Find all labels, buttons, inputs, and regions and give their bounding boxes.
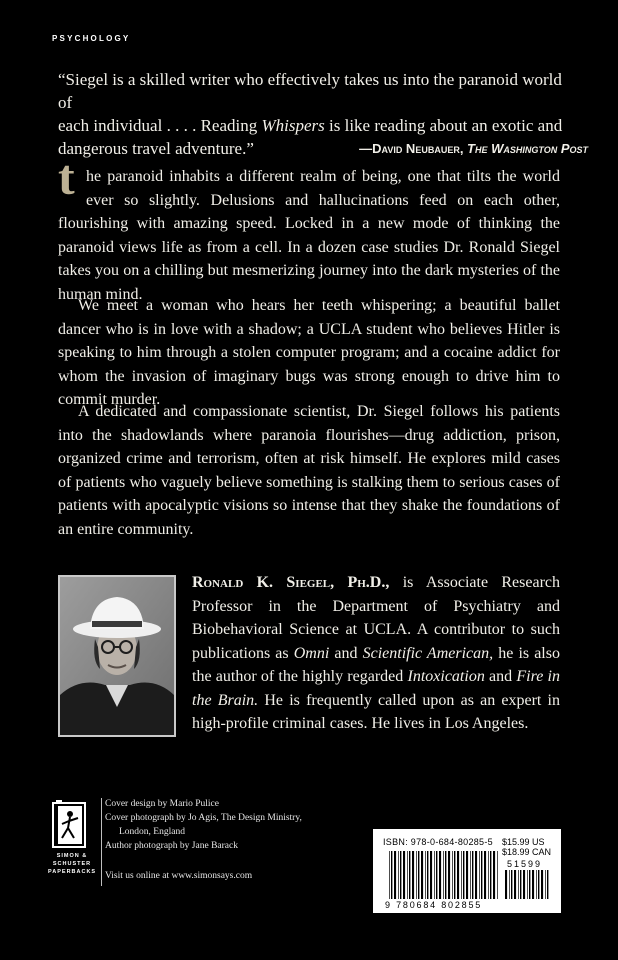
bio-text: is Associate Research Professor in the Department of Psychiatry and Biobehavioral Science at UCLA. A contributor to such publications as <box>192 574 561 662</box>
barcode-bar <box>425 851 426 899</box>
quote-line <box>58 114 578 137</box>
quote-publication: The Washington Post <box>467 141 588 156</box>
barcode-bar <box>538 870 539 899</box>
barcode-bar <box>403 851 405 899</box>
barcode-bar <box>400 851 401 899</box>
review-quote <box>58 68 588 160</box>
barcode-bar <box>493 851 495 899</box>
ean-number: 9 780684 802855 <box>385 900 483 910</box>
quote-book-title: Whispers <box>261 116 325 135</box>
paragraph-text: A dedicated and compassionate scientist, Dr. Siegel follows his patients into the shadowlands where paranoia flourishes—drug addiction, prison, organized crime and terrorism, often at risk himself. He explores mild cases of patients who vaguely believe something is stalking them to serious cases of patients with apocalyptic visions so intense that they shake the foundations of an entire community. <box>58 403 560 538</box>
credits-divider <box>101 798 102 886</box>
publisher-logo-icon <box>48 796 96 886</box>
isbn-number: ISBN: 978-0-684-80285-5 <box>383 837 493 847</box>
description-paragraph-2 <box>58 294 560 412</box>
barcode-bar <box>389 851 390 899</box>
bio-text: he is also the author of the highly regarded <box>192 644 560 685</box>
bio-text: and <box>484 668 517 685</box>
barcode-bar <box>466 851 468 899</box>
publisher-name: SIMON & SCHUSTER PAPERBACKS <box>48 853 97 875</box>
barcode-bar <box>484 851 486 899</box>
barcode-bar <box>481 851 482 899</box>
barcode-bar <box>445 851 446 899</box>
barcode-panel <box>373 829 561 913</box>
barcode-bar <box>511 870 512 899</box>
barcode-bar <box>443 851 444 899</box>
barcode-bar <box>488 851 489 899</box>
barcode-bar <box>461 851 462 899</box>
barcode-bar <box>529 870 530 899</box>
barcode-bar <box>536 870 537 899</box>
barcode-bar <box>475 851 477 899</box>
barcode-bar <box>479 851 480 899</box>
barcode-bar <box>394 851 396 899</box>
barcode-bar <box>523 870 525 899</box>
barcode-bar <box>430 851 432 899</box>
barcode-bar <box>409 851 410 899</box>
barcode-bar <box>518 870 519 899</box>
website-link[interactable]: Visit us online at www.simonsays.com <box>105 871 253 881</box>
barcode-bar <box>541 870 543 899</box>
barcode-bar <box>514 870 516 899</box>
barcode-bar <box>416 851 417 899</box>
book-title: Intoxication <box>407 668 485 685</box>
quote-attribution <box>359 137 588 160</box>
price-us: $15.99 US <box>502 837 545 847</box>
barcode-bar <box>421 851 423 899</box>
paragraph-text: We meet a woman who hears her teeth whispering; a beautiful ballet dancer who is in love with a shadow; a UCLA student who believes Hitler is speaking to him through a stolen computer program; and a cocaine addict for whom the invasion of imaginary bugs was strong enough to drive him to commit murder. <box>58 297 560 408</box>
barcode-bar <box>470 851 471 899</box>
quote-text: is like reading about an exotic and <box>324 116 563 135</box>
description-paragraph-3 <box>58 400 560 541</box>
barcode-bar <box>547 870 548 899</box>
barcode-bar <box>463 851 464 899</box>
barcode-bar <box>448 851 450 899</box>
barcode-bar <box>439 851 441 899</box>
author-photo-image <box>60 577 174 735</box>
publication-title: Omni <box>293 644 330 662</box>
paragraph-text: he paranoid inhabits a different realm of being, one that tilts the world ever so slightly. Delusions and hallucinations feed on each other, flourishing with amazing speed. Locked in a new mode of thinking the paranoid views life as from a cell. In a dozen case studies Dr. Ronald Siegel takes you on a chilling but mesmerizing journey into the dark mysteries of the human mind. <box>58 168 560 303</box>
barcode-bar <box>412 851 414 899</box>
barcode-bar <box>505 870 507 899</box>
cover-photo-credit: Cover photograph by Jo Agis, The Design Ministry, <box>105 813 302 823</box>
drop-cap: t <box>58 149 75 205</box>
bio-text: and <box>329 644 363 662</box>
author-photo <box>58 575 176 737</box>
barcode-bar <box>398 851 399 899</box>
barcode-bar <box>490 851 491 899</box>
barcode-bar <box>472 851 473 899</box>
author-photo-credit: Author photograph by Jane Barack <box>105 841 238 851</box>
barcode-bar <box>509 870 510 899</box>
barcode-bar <box>391 851 392 899</box>
description-paragraph-1 <box>58 149 560 306</box>
barcode-bar <box>436 851 437 899</box>
barcode-bar <box>532 870 534 899</box>
barcode-bar <box>527 870 528 899</box>
price-can: $18.99 CAN <box>502 847 552 857</box>
bio-text: He is frequently called upon as an expert in high-profile criminal cases. He lives in Los Angeles. <box>192 691 560 732</box>
quote-line: dangerous travel adventure.” <box>58 139 254 158</box>
category-label: PSYCHOLOGY <box>52 34 131 43</box>
quote-author: —David Neubauer, <box>359 141 468 156</box>
barcode-bar <box>497 851 498 899</box>
barcode-bar <box>418 851 419 899</box>
cover-design-credit: Cover design by Mario Pulice <box>105 799 219 809</box>
cover-photo-credit-location: London, England <box>119 827 185 837</box>
barcode-bar <box>520 870 521 899</box>
author-name: Ronald K. Siegel, Ph.D., <box>192 574 390 591</box>
addon-number: 51599 <box>507 859 543 869</box>
quote-line: “Siegel is a skilled writer who effectively takes us into the paranoid world of <box>58 70 562 112</box>
publication-title: Scientific American, <box>362 644 494 662</box>
barcode-bar <box>427 851 428 899</box>
quote-text: each individual . . . . Reading <box>58 116 262 135</box>
barcode-bar <box>452 851 453 899</box>
barcode-bar <box>454 851 455 899</box>
barcode-bar <box>545 870 546 899</box>
book-title: Fire in the Brain. <box>192 668 560 709</box>
barcode-bar <box>407 851 408 899</box>
barcode-bar <box>434 851 435 899</box>
credits <box>105 797 355 853</box>
author-bio <box>192 571 560 736</box>
barcode-bar <box>457 851 459 899</box>
